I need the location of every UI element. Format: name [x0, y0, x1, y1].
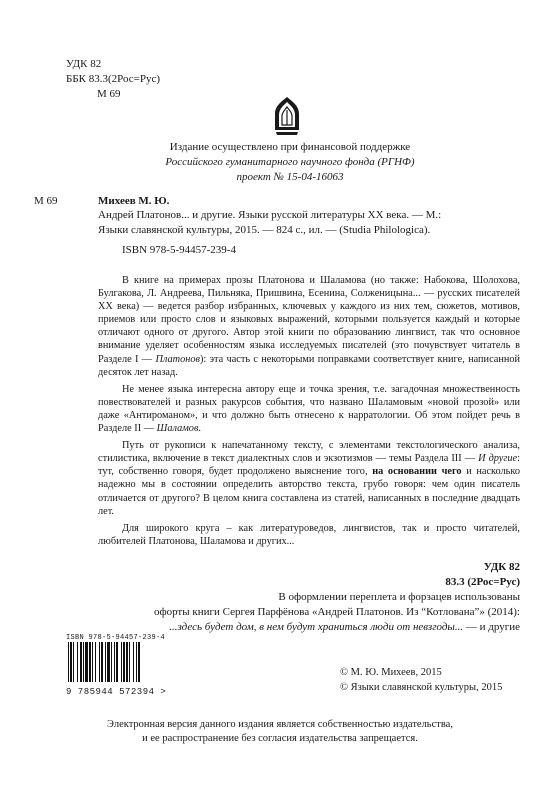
barcode-bar: [105, 642, 106, 682]
annotation-paragraph-4: Для широкого круга – как литературоведов, лингвистов, так и просто читателей, любителей Платонова, Шаламова и других...: [98, 522, 520, 547]
annotation-paragraph-2: Не менее языка интересна автору еще и точка зрения, т.е. загадочная множественность повествователей и разных ракурсов события, что названо Шаламовым «новой прозой» или даже «Антироманом», и что должно быть отнесено к нарратологии. Об этом пойдет речь в Разделе II — Шаламов.: [98, 383, 520, 435]
barcode-bar: [73, 642, 74, 682]
bibliographic-description: [98, 208, 520, 238]
barcode-bar: [116, 642, 118, 682]
annotation-paragraph-1: В книге на примерах прозы Платонова и Шаламова (но также: Набокова, Шолохова, Булгакова, Л. Андреева, Пильняка, Пришвина, Есенина, Солженицына... — русских писателей XX века) — ведется разбор избранных, ключевых у каждого из них тем, сюжетов, мотивов, приемов или просто слов и языковых выражений, которыми пользуется каждый и которые отличают одного от другого. Автор этой книги по образованию лингвист, так что основное внимание уделяет особенностям языка исследуемых писателей (это почувствует читатель в Разделе I — Платонов): эта часть с некоторыми поправками соответствует книге, написанной десяток лет назад.: [98, 275, 521, 378]
cover-line-2: офорты книги Сергея Парфёнова «Андрей Платонов. Из “Котлована”» (2014):: [153, 606, 520, 618]
barcode-bar: [133, 642, 134, 682]
barcode-bar: [68, 642, 69, 682]
barcode-bar: [111, 642, 112, 682]
isbn-barcode: [66, 634, 178, 697]
barcode-bar: [129, 642, 130, 682]
biblio-line-1: Андрей Платонов... и другие. Языки русской литературы XX века. — М.:: [98, 209, 442, 221]
author-name: Михеев М. Ю.: [98, 195, 170, 207]
barcode-bar: [80, 642, 82, 682]
bbk-right-code: 83.3 (2Рос=Рус): [445, 576, 520, 588]
barcode-bar: [136, 642, 137, 682]
biblio-line-2: Языки славянской культуры, 2015. — 824 с., ил. — (Studia Philologica).: [98, 224, 431, 236]
barcode-bar: [123, 642, 125, 682]
copyright-block: [340, 665, 502, 695]
fund-line-1: Издание осуществлено при финансовой поддержке: [169, 141, 411, 153]
barcode-number: 9 785944 572394 >: [66, 687, 167, 697]
electronic-version-note: [66, 718, 494, 746]
copyright-author: © М. Ю. Михеев, 2015: [340, 667, 442, 678]
barcode-bar: [70, 642, 72, 682]
electronic-line-1: Электронная версия данного издания является собственностью издательства,: [107, 719, 453, 730]
barcode-bar: [114, 642, 115, 682]
barcode-bar: [107, 642, 110, 682]
fund-line-2: Российского гуманитарного научного фонда (РГНФ): [165, 156, 415, 168]
copyright-publisher: © Языки славянской культуры, 2015: [340, 682, 503, 693]
classification-block: [66, 57, 160, 102]
barcode-bar: [121, 642, 122, 682]
barcode-bars-icon: [66, 642, 178, 682]
barcode-bar: [83, 642, 84, 682]
rgnf-fund-emblem-icon: [272, 96, 302, 136]
annotation-paragraph-3: Путь от рукописи к напечатанному тексту, с элементами текстологического анализа, стилистика, включение в текст диалектных слов и экзотизмов — темы Раздела III — И другие: тут, собственно говоря, будет продолжено выяснение того, на основании чего и насколько надежно мы в состоянии определить авторство текста, грубо говоря: чем один писатель отличается от другого? В целом книга составлена из статей, написанных в последние двадцать лет.: [98, 440, 520, 517]
isbn-number: ISBN 978-5-94457-239-4: [122, 244, 236, 256]
fund-project-number: проект № 15-04-16063: [236, 171, 344, 183]
barcode-bar: [92, 642, 93, 682]
barcode-bar: [95, 642, 96, 682]
barcode-bar: [101, 642, 103, 682]
classification-right: [380, 560, 520, 590]
electronic-line-2: и ее распространение без согласия издательства запрещается.: [142, 733, 418, 744]
catalog-code: М 69: [34, 195, 58, 207]
udk-code: УДК 82: [66, 58, 102, 70]
barcode-bar: [126, 642, 128, 682]
cover-line-1: В оформлении переплета и форзацев использованы: [278, 591, 520, 603]
barcode-bar: [99, 642, 100, 682]
barcode-bar: [138, 642, 140, 682]
barcode-bar: [85, 642, 88, 682]
fund-support-note: [120, 140, 460, 185]
barcode-bar: [77, 642, 78, 682]
bbk-code: ББК 83.3(2Рос=Рус): [66, 73, 160, 85]
author-mark: М 69: [97, 88, 121, 100]
udk-right-code: УДК 82: [483, 561, 520, 573]
barcode-bar: [89, 642, 91, 682]
cover-design-note: [60, 590, 520, 635]
annotation: [98, 274, 520, 552]
barcode-isbn-label: ISBN 978-5-94457-239-4: [66, 634, 166, 642]
cover-line-3: ...здесь будет дом, в нем будут храниться люди от невзгоды... — и другие: [169, 621, 520, 633]
